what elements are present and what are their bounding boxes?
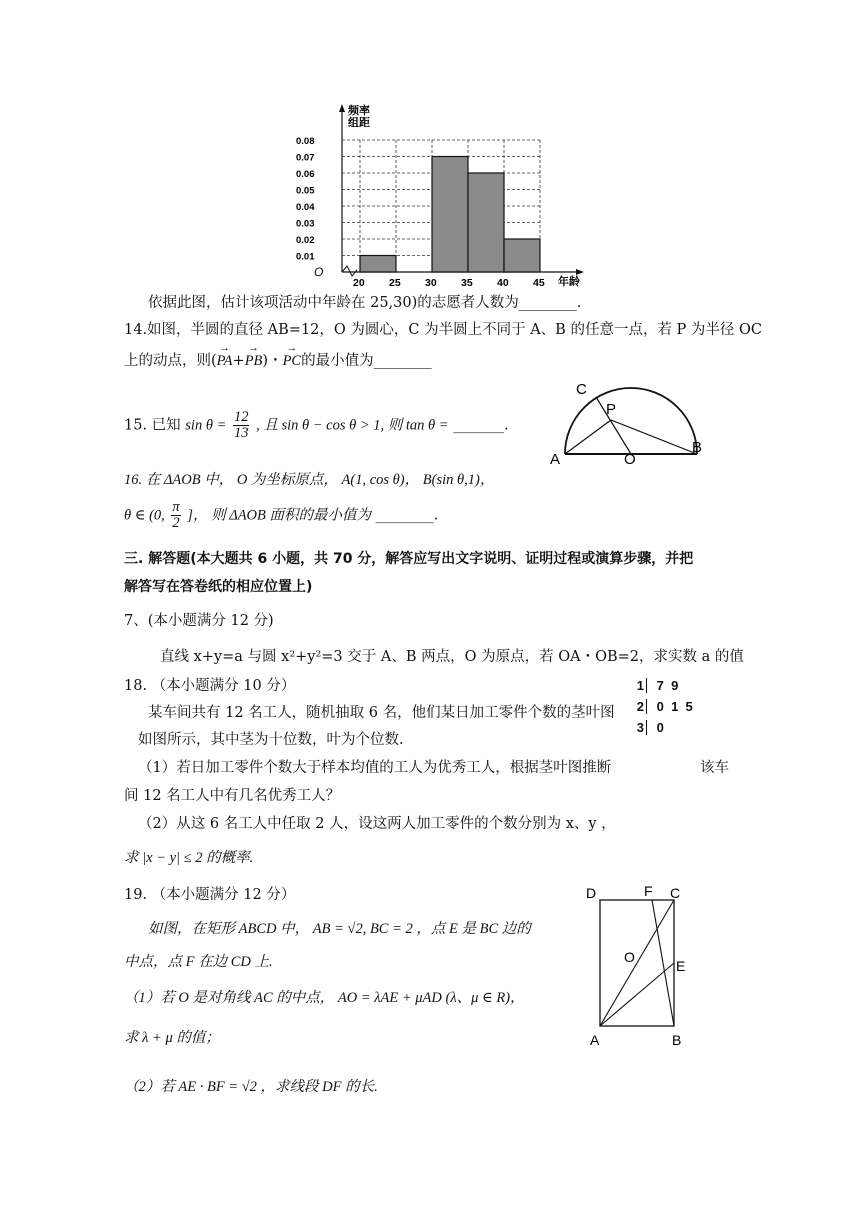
vector-pb: → PB: [245, 353, 263, 370]
origin-label: O: [314, 265, 324, 279]
label-f: F: [644, 883, 653, 899]
stem-leaf-plot: [630, 678, 693, 741]
question-16-line2: θ ∈ (0, $\frac{\pi}{2}$ ]， 则 ΔAOB 面积的最小值为 ________.: [124, 499, 439, 532]
y-tick-label: 0.07: [296, 152, 315, 164]
question-18-line5: （2）从这 6 名工人中任取 2 人，设这两人加工零件的个数分别为 x、y ，: [138, 816, 616, 832]
label-c: C: [670, 885, 681, 901]
question-14-line2: 上的动点，则(→ PA+→ PB)・→ PC的最小值为________: [124, 349, 432, 370]
x-axis-label: 年龄: [558, 276, 580, 288]
x-tick-label: 20: [353, 277, 365, 289]
fraction-12-13: $\frac{12}{13}$: [233, 409, 249, 442]
label-c: C: [576, 381, 587, 398]
y-axis-arrow-icon: [339, 104, 345, 112]
y-tick-label: 0.05: [296, 185, 315, 197]
y-axis-label-line2: 组距: [348, 117, 370, 129]
question-19-line5: （2）若 AE · BF = √2 ，求线段 DF 的长.: [124, 1079, 378, 1095]
question-19-header: 19. （本小题满分 12 分）: [124, 887, 296, 903]
segment-ae: [600, 963, 674, 1026]
stem-leaf-row: 3 0: [630, 720, 693, 741]
vector-pa: → PA: [217, 353, 233, 370]
y-tick-label: 0.08: [296, 136, 315, 147]
x-tick-label: 30: [425, 277, 437, 289]
question-18-line1: 某车间共有 12 名工人，随机抽取 6 名，他们某日加工零件个数的茎叶图: [148, 705, 615, 721]
question-18-line2: 如图所示，其中茎为十位数，叶为个位数.: [138, 732, 404, 748]
question-18-line3-tail: 该车: [700, 760, 729, 776]
x-tick-label: 25: [389, 277, 401, 289]
question-19-line3: （1）若 O 是对角线 AC 的中点， AO = λAE + μAD (λ、μ ∈ R)，: [124, 990, 525, 1006]
y-tick-label: 0.06: [296, 169, 315, 180]
histogram-bar: [360, 256, 396, 273]
question-18-line3: （1）若日加工零件个数大于样本均值的工人为优秀工人，根据茎叶图推断: [138, 760, 612, 776]
label-o: O: [624, 949, 635, 965]
question-15: 15. 已知 sin θ = $\frac{12}{13}$ , 且 sin θ − cos θ > 1, 则 tan θ = _______.: [124, 409, 509, 442]
stem-leaf-row: 1 7 9: [630, 678, 693, 699]
label-e: E: [676, 958, 686, 974]
question-19-line1: 如图，在矩形 ABCD 中， AB = √2, BC = 2 ，点 E 是 BC 边的: [148, 921, 531, 937]
section-3-heading-line2: 解答写在答卷纸的相应位置上): [124, 579, 313, 595]
fraction-pi-2: $\frac{\pi}{2}$: [172, 499, 180, 532]
y-axis-label-line1: 频率: [348, 105, 370, 117]
x-tick-label: 40: [497, 277, 509, 289]
semicircle-figure: [540, 372, 720, 482]
question-18-header: 18. （本小题满分 10 分）: [124, 678, 296, 694]
question-18-line6: 求 |x − y| ≤ 2 的概率.: [124, 850, 254, 866]
y-tick-label: 0.01: [296, 251, 315, 263]
label-o: O: [624, 451, 636, 468]
question-18-line4: 间 12 名工人中有几名优秀工人？: [124, 788, 341, 804]
rectangle-figure: [578, 880, 708, 1050]
question-16-line1: 16. 在 ΔAOB 中， O 为坐标原点， A(1, cos θ)， B(sin θ,1)，: [124, 472, 495, 488]
label-p: P: [606, 401, 617, 418]
histogram-chart: [290, 100, 630, 290]
question-17-body: 直线 x+y=a 与圆 x²+y²=3 交于 A、B 两点，O 为原点，若 OA・OB=2，求实数 a 的值: [160, 649, 744, 665]
y-tick-label: 0.03: [296, 218, 315, 230]
y-tick-label: 0.02: [296, 235, 315, 246]
label-a: A: [550, 451, 561, 468]
question-17-header: 7、(本小题满分 12 分): [124, 613, 274, 629]
section-3-heading-line1: 三. 解答题(本大题共 6 小题，共 70 分，解答应写出文字说明、证明过程或演算步骤，并把: [124, 551, 694, 567]
vector-pc: → PC: [283, 353, 302, 370]
y-tick-label: 0.04: [296, 202, 315, 213]
stem-leaf-row: 2 0 1 5: [630, 699, 693, 720]
axis-break-mark: [342, 266, 357, 276]
histogram-bar: [468, 173, 504, 272]
question-14-line1: 14.如图，半圆的直径 AB=12，O 为圆心，C 为半圆上不同于 A、B 的任意一点，若 P 为半径 OC: [124, 322, 763, 338]
histogram-bar: [432, 157, 468, 273]
x-axis-arrow-icon: [576, 269, 584, 275]
question-19-line2: 中点，点 F 在边 CD 上.: [124, 954, 273, 970]
question-13-tail: 依据此图，估计该项活动中年龄在 25,30)的志愿者人数为________.: [148, 295, 582, 311]
x-tick-label: 35: [461, 277, 473, 289]
segment-pb: [611, 420, 697, 454]
histogram-bar: [504, 239, 540, 272]
label-b: B: [692, 439, 703, 456]
label-a: A: [590, 1032, 600, 1048]
label-b: B: [672, 1032, 682, 1048]
question-19-line4: 求 λ + μ 的值；: [124, 1030, 220, 1046]
x-tick-label: 45: [533, 277, 545, 289]
label-d: D: [586, 885, 597, 901]
